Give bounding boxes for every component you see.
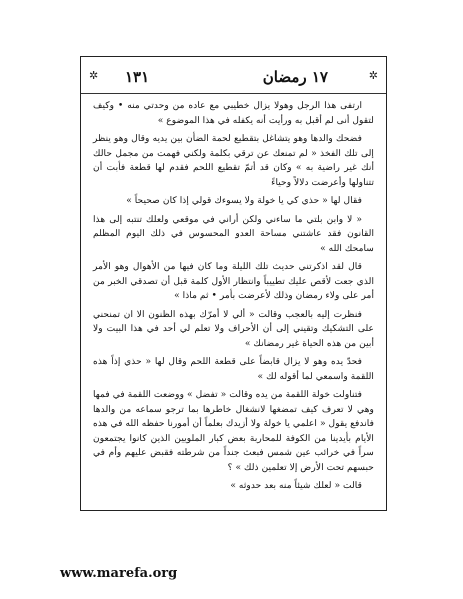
ornament-icon: ✲ xyxy=(89,69,99,82)
page-header xyxy=(81,63,386,94)
paragraph: فحدّ يده وهو لا يزال قابضاً على قطعة اللحم وقال لها « حذي إذاً هذه اللقمة واسمعي لما أقوله لك » xyxy=(93,356,374,382)
paragraph: ارتفى هذا الرجل وهولا يزال خطيبي مع عاده من وحدتي منه • وكيف لتقول أنى لم أقبل به ورأيت أنه يكفله في هذا الموضوع » xyxy=(93,100,374,126)
ornament-icon: ✲ xyxy=(368,69,378,82)
paragraph: فنظرت إليه بالعجب وقالت « ألي لا أمرّك بهذه الظنون الا ان تمنحني على التشكيك وتقيني إلى أن الأحراف ولا تعلم لي أحد في هذا البيت ولا أبين من هذه الحياة غير رمضانك » xyxy=(93,308,374,349)
paragraph: فتناولت خولة اللقمة من يده وقالت « تفضل » ووضعت اللقمة في فمها وهي لا تعرف كيف تمضغها لانشغال خاطرها بما ترجو سماعه من والدها فاندفع يقول « اعلمي يا خولة ولا أزيدك بعلماً أن أمورنا حفظه الله في هذه الأيام بأيدينا من الكوفة للمحاربة بعض كبار الملويين الذين كانوا يجتمعون سراً في خرائب عين شمس فبعث جنداً من شرطته فقبض عليهم وأم في حبسهم تحت الأرض إلا تعلمين ذلك » ؟ xyxy=(93,389,374,473)
running-head: ١٧ رمضان xyxy=(262,68,328,86)
paragraph: فقال لها « حذي كي يا خولة ولا يسوءك قولي إذا كان صحيحاً » xyxy=(126,195,362,206)
paragraph: فضحك والدها وهو يتشاغل بتقطيع لحمة الضأن بين يديه وقال وهو ينظر إلى تلك الفخذ « لم تمنعك عن ترقي بكلمة ولكني فهمت من مجمل حالك أنك غير راضية به » وكان قد أتمّ تقطيع اللحم فقدم لها قطعة فأبت أن تتناولها وأعرضت دلالاً وحياءً xyxy=(93,133,374,188)
source-url[interactable]: www.marefa.org xyxy=(60,566,178,581)
paragraph: قال لقد اذكرتني حديث تلك الليلة وما كان فيها من الأهوال وهو الأمر الذي جعت لأقص عليك تطييباً وانتظار الأول كلمة قبل أن تصدقي الخبر من أمر على ولاء رمضان وذلك لأعرضت بأمر • ثم ماذا » xyxy=(93,261,374,301)
body-text xyxy=(93,99,374,498)
book-page xyxy=(80,56,387,511)
paragraph: قالت « لعلك شيئاً منه بعد حدوثه » xyxy=(230,480,362,491)
page-number: ١٣١ xyxy=(125,68,150,86)
paragraph: « لا وابن بلتي ما ساءني ولكن أراني في موقعي ولعلك تنتبه إلى هذا القانون فقد عاشتني مساحة العدو المحسوس في ذلك اليوم المظلم سامحك الله » xyxy=(93,213,374,254)
